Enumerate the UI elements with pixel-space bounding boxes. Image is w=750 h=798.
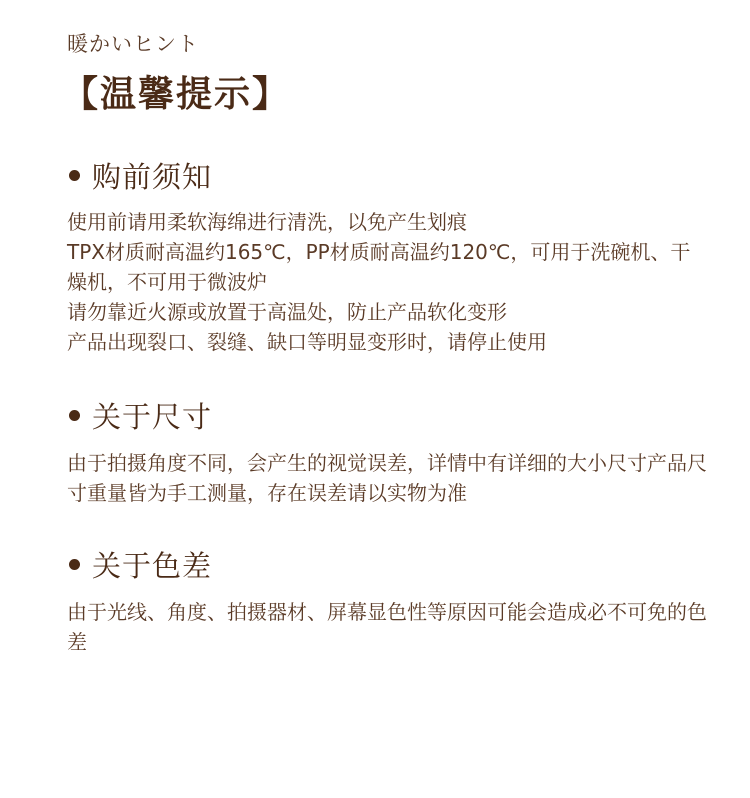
notice-line: 请勿靠近火源或放置于高温处，防止产品软化变形 — [67, 300, 507, 324]
section-heading-text: 购前须知 — [92, 160, 213, 194]
section-heading-color-difference — [67, 544, 212, 585]
bullet-icon — [69, 559, 80, 570]
section-heading-text: 关于色差 — [92, 549, 213, 583]
notice-line: TPX材质耐高温约165℃，PP材质耐高温约120℃，可用于洗碗机、干燥机，不可用于微波炉 — [67, 240, 691, 294]
page-subtitle: 暖かいヒント — [67, 32, 199, 56]
notice-line: 使用前请用柔软海绵进行清洗，以免产生划痕 — [67, 210, 467, 234]
section-body-size — [67, 448, 707, 508]
section-heading-text: 关于尺寸 — [92, 400, 213, 434]
section-heading-purchase-notice — [67, 155, 212, 196]
page-title: 【温馨提示】 — [62, 74, 291, 115]
notice-line: 由于拍摄角度不同，会产生的视觉误差，详情中有详细的大小尺寸产品尺寸重量皆为手工测量，存在误差请以实物为准 — [67, 451, 707, 505]
notice-line: 由于光线、角度、拍摄器材、屏幕显色性等原因可能会造成必不可免的色差 — [67, 600, 707, 654]
bullet-icon — [69, 170, 80, 181]
section-body-color-difference — [67, 597, 707, 657]
section-heading-size — [67, 395, 212, 436]
bullet-icon — [69, 410, 80, 421]
notice-line: 产品出现裂口、裂缝、缺口等明显变形时，请停止使用 — [67, 330, 547, 354]
section-body-purchase-notice — [67, 207, 707, 357]
